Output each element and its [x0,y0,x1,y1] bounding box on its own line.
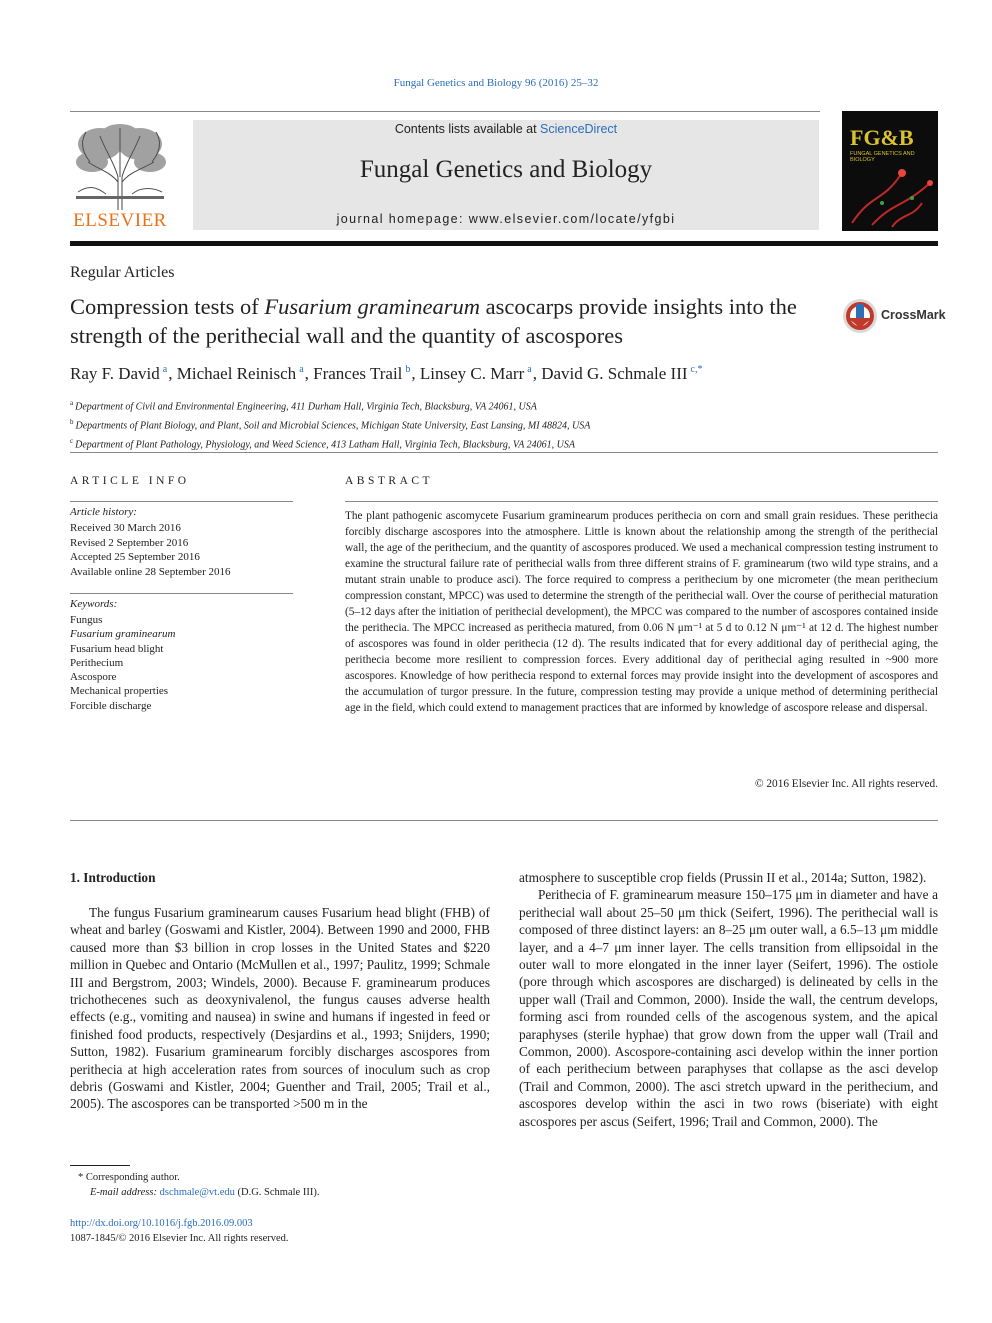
history-item: Available online 28 September 2016 [70,565,231,578]
article-title [70,292,830,350]
doi-link[interactable]: http://dx.doi.org/10.1016/j.fgb.2016.09.003 [70,1218,253,1229]
author-name[interactable]: Michael Reinisch [176,364,297,383]
cover-subtitle: FUNGAL GENETICS AND BIOLOGY [850,151,915,163]
intro-paragraph-2: Perithecia of F. graminearum measure 150–175 μm in diameter and have a perithecial wall about 25–50 μm thick (Seifert, 1996). The perithecial wall is composed of three distinct layers: an 8–25 μm outer wall, a 6.5–13 μm middle layer, and a 4–7 μm inner layer. The cells transition from ellipsoidal in the outer wall to more elongated in the inner layer (Seifert, 1996). The ostiole (pore through which ascospores are discharged) is delineated by cells in the upper wall (Trail and Common, 2000). Inside the wall, the centrum develops, forming asci from rounded cells of the ascogenous system, and the apical paraphyses (sterile hyphae) that grow down from the upper wall (Trail and Common, 2000). Ascospore-containing asci develop within the inner portion of each perithecium between paraphyses that collapse as the asci develop (Trail and Common, 2000). The asci stretch upward in the perithecium, and ascospores develop within the asci in two rows (biseriate) with eight ascospores per ascus (Seifert, 1996; Trail and Common, 2000). The [519,887,938,1129]
author-name[interactable]: Ray F. David [70,364,160,383]
author-affiliation-mark[interactable]: a [299,364,304,376]
affiliation-line [70,415,930,434]
intro-paragraph-1-cont: atmosphere to susceptible crop fields (Prussin II et al., 2014a; Sutton, 1982). [519,870,927,885]
affiliation-line [70,396,930,415]
title-part1: Compression tests of [70,294,265,319]
homepage-line [193,212,819,226]
info-rule [70,501,293,502]
section-rule [70,452,938,453]
journal-cover[interactable] [842,111,938,231]
homepage-url[interactable]: www.elsevier.com/locate/yfgbi [468,212,676,226]
sciencedirect-link[interactable]: ScienceDirect [540,122,618,136]
contents-line [193,122,819,136]
contents-prefix: Contents lists available at [394,122,541,136]
author-separator: , [411,364,420,383]
elsevier-logo[interactable] [70,122,170,232]
keyword-item: Fusarium graminearum [70,628,176,641]
keywords-label: Keywords: [70,598,118,610]
crossmark-label: CrossMark [881,308,946,322]
crossmark-badge[interactable] [842,298,946,334]
header-thick-rule [70,241,938,246]
history-item: Accepted 25 September 2016 [70,551,200,563]
affiliation-text: Department of Plant Pathology, Physiology, and Weed Science, 413 Latham Hall, Virginia Tech, Blacksburg, VA 24061, USA [75,438,575,450]
footnotes [70,1170,500,1200]
email-link[interactable]: dschmale@vt.edu [159,1187,235,1198]
author-list [70,364,930,384]
body-column-left [70,904,490,1113]
copyright-notice: © 2016 Elsevier Inc. All rights reserved. [754,778,938,790]
author-separator: , [168,364,177,383]
footnote-rule [70,1165,130,1166]
intro-paragraph-1: The fungus Fusarium graminearum causes Fusarium head blight (FHB) of wheat and barley (Goswami and Kistler, 2004). Between 1990 and 2000, FHB caused more than $3 billion in crop losses in the United States and $220 million in Quebec and Ontario (McMullen et al., 1997; Paulitz, 1999; Schmale III and Bergstrom, 2003; Windels, 2000). Because F. graminearum produces trichothecenes such as deoxynivalenol, the fungus causes adverse health effects (e.g., vomiting and nausea) in swine and humans if ingested in feed or finished food products, respectively (Desjardins et al., 1993; Snijders, 1990; Sutton, 1982). Fusarium graminearum forcibly discharges ascospores from perithecia at high acceleration rates from sources of inoculum such as crop debris (Goswami and Kistler, 2004; Guenther and Trail, 2005; Trail et al., 2005). The ascospores can be transported >500 m in the [70,905,490,1112]
author-name[interactable]: Frances Trail [313,364,403,383]
keywords-list [70,613,175,713]
title-species: Fusarium graminearum [264,294,481,319]
history-item: Received 30 March 2016 [70,522,181,534]
history-list [70,521,230,579]
info-rule [70,593,293,594]
keyword-item: Fusarium head blight [70,642,164,655]
section-rule [70,820,938,821]
abstract-text: The plant pathogenic ascomycete Fusarium graminearum produces perithecia on corn and small grain residues. These perithecia forcibly discharge ascospores into the atmosphere. Little is known about the relationship among the strength of the perithecial wall, the age of the perithecium, and the quantity of ascospores produced. We used a mechanical compression testing instrument to examine the structural failure rate of perithecial walls from three different strains of F. graminearum (two wild type strains, and a mutant strain unable to produce asci). The force required to compress a perithecium by one micrometer (the mean perithecium compression constant, MPCC) was used to determine the strength of the perithecial wall. Over the course of perithecial maturation (5–12 days after the initiation of perithecial development), the MPCC was compared to the number of ascospores contained inside the perithecia. The MPCC increased as perithecia matured, from 0.06 N μm⁻¹ at 5 d to 0.12 N μm⁻¹ at 12 d. The highest number of ascospores was found in older perithecia (12 d). The results indicated that for every additional day of perithecial aging, the perithecia become more resilient to compression forces. Every additional day of perithecial aging resulted in ~900 more ascospores. Knowledge of how perithecia respond to external forces may provide insight into the development of ascospores and the accumulation of turgor pressure. In the future, compression testing may provide a unique method of determining perithecial age in the field, which could extend to management practices that are informed by knowledge of ascospore release and dispersal. [345,510,938,714]
crossmark-icon [842,298,878,334]
section-label: Regular Articles [70,264,175,281]
email-label: E-mail address: [90,1187,160,1198]
doi-block [70,1216,289,1246]
title-part2: ascocarps provide insights into the strength of the perithecial wall and the quantity of ascospores [70,294,797,348]
affiliations [70,396,930,452]
affiliation-text: Department of Civil and Environmental Engineering, 411 Durham Hall, Virginia Tech, Blacksburg, VA 24061, USA [75,401,537,413]
email-note [70,1185,500,1200]
author-affiliation-mark[interactable]: a [527,364,532,376]
cover-fungi-illustration [842,163,938,231]
keyword-item: Fungus [70,614,103,626]
author-separator: , [304,364,314,383]
journal-masthead [193,120,819,230]
affiliation-text: Departments of Plant Biology, and Plant, Soil and Microbial Sciences, Michigan State University, East Lansing, MI 48824, USA [75,420,591,432]
affiliation-line [70,434,930,453]
author-separator: , [532,364,542,383]
cover-title: FG&B [850,125,914,150]
journal-reference[interactable]: Fungal Genetics and Biology 96 (2016) 25–32 [393,77,599,89]
corresponding-author-note: * Corresponding author. [78,1172,180,1183]
author-name[interactable]: David G. Schmale III [541,364,688,383]
history-item: Revised 2 September 2016 [70,536,189,549]
journal-title: Fungal Genetics and Biology [359,156,653,183]
issn-line: 1087-1845/© 2016 Elsevier Inc. All rights reserved. [70,1233,289,1244]
author-affiliation-mark[interactable]: c,* [690,364,703,376]
affiliation-mark: c [70,436,74,445]
email-suffix: (D.G. Schmale III). [234,1187,320,1198]
elsevier-wordmark: ELSEVIER [73,210,167,231]
author-affiliation-mark[interactable]: b [405,364,411,376]
history-label: Article history: [70,506,137,518]
article-info-heading: ARTICLE INFO [70,475,190,487]
abstract-heading: ABSTRACT [345,475,434,487]
affiliation-mark: a [70,399,74,407]
introduction-heading: 1. Introduction [70,870,156,885]
author-name[interactable]: Linsey C. Marr [419,364,525,383]
homepage-prefix: journal homepage: [336,212,469,226]
header-rule [70,111,820,112]
author-affiliation-mark[interactable]: a [162,364,168,376]
abstract-rule [345,501,938,502]
keyword-item: Forcible discharge [70,699,152,712]
keyword-item: Ascospore [70,671,117,684]
keyword-item: Mechanical properties [70,685,169,698]
body-column-right [519,869,938,1130]
affiliation-mark: b [70,417,74,426]
keyword-item: Perithecium [70,656,124,669]
